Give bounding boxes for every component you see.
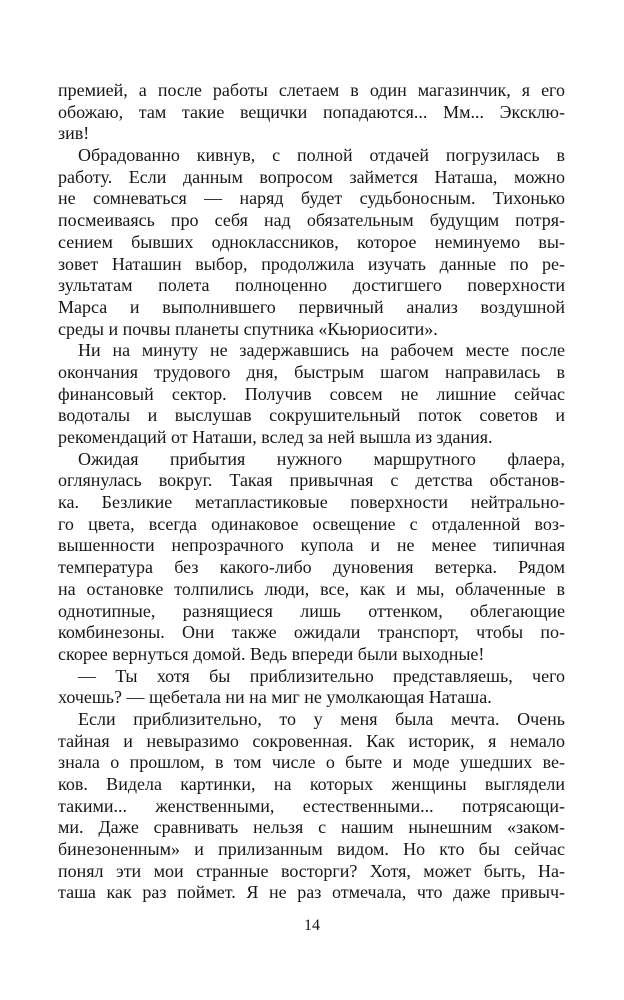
text-line: Марса и выполнившего первичный анализ воздушной — [58, 296, 565, 317]
text-line: бинезоненным» и прилизанным видом. Но кто бы сейчас — [58, 839, 565, 860]
text-line: премией, а после работы слетаем в один магазинчик, я его — [58, 80, 565, 100]
text-line: на остановке толпились люди, все, как и мы, облаченные в — [58, 578, 565, 599]
text-line: финансовый сектор. Получив совсем не лишние сейчас — [58, 383, 565, 404]
text-line: Ожидая прибытия нужного маршрутного флаера, — [78, 448, 565, 469]
text-line: посмеиваясь про себя над обязательным будущим потря- — [58, 210, 565, 231]
page-number: 14 — [304, 917, 320, 934]
text-line: зовет Наташин выбор, продолжила изучать данные по ре- — [58, 253, 565, 274]
text-line: ка. Безликие метапластиковые поверхности нейтрально- — [58, 492, 565, 513]
text-line: зив! — [58, 123, 90, 144]
text-line: ков. Видела картинки, на которых женщины выглядели — [58, 774, 565, 794]
text-line: Обрадованно кивнув, с полной отдачей погрузилась в — [78, 145, 565, 166]
text-line: Если приблизительно, то у меня была мечта. Очень — [78, 708, 565, 729]
text-line: окончания трудового дня, быстрым шагом направилась в — [58, 361, 565, 382]
text-line: комбинезоны. Они также ожидали транспорт, чтобы по- — [58, 622, 565, 643]
text-line: — Ты хотя бы приблизительно представляешь, чего — [78, 665, 565, 686]
text-line: таша как раз поймет. Я не раз отмечала, что даже привыч- — [58, 882, 565, 903]
text-line: не сомневаться — наряд будет судьбоносным. Тихонько — [58, 188, 565, 209]
text-line: скорее вернуться домой. Ведь впереди были выходные! — [58, 643, 485, 664]
text-line: среды и почвы планеты спутника «Кьюриосити». — [58, 318, 438, 339]
text-line: рекомендаций от Наташи, вслед за ней вышла из здания. — [58, 427, 493, 447]
text-block — [58, 80, 565, 904]
text-line: знала о прошлом, в том числе о быте и моде ушедших ве- — [58, 752, 565, 773]
text-line: ми. Даже сравнивать нельзя с нашим нынешним «заком- — [58, 817, 565, 838]
text-line: температура без какого-либо дуновения ветерка. Рядом — [58, 557, 565, 578]
text-line: оглянулась вокруг. Такая привычная с детства обстанов- — [58, 470, 565, 491]
text-line: работу. Если данным вопросом займется Наташа, можно — [58, 166, 565, 187]
text-line: обожаю, там такие вещички попадаются... Мм... Эксклю- — [58, 101, 565, 122]
text-line: хочешь? — щебетала ни на миг не умолкающая Наташа. — [58, 687, 492, 708]
text-line: такими... женственными, естественными... потрясающи- — [58, 795, 565, 816]
text-line: тайная и невыразимо сокровенная. Как историк, я немало — [58, 730, 565, 751]
text-line: понял эти мои странные восторги? Хотя, может быть, На- — [58, 860, 565, 881]
text-line: Ни на минуту не задержавшись на рабочем месте после — [78, 340, 565, 361]
text-line: водоталы и выслушав сокрушительный поток советов и — [58, 405, 565, 426]
text-line: го цвета, всегда одинаковое освещение с отдаленной воз- — [58, 513, 565, 534]
text-line: зультатам полета полноценно достигшего поверхности — [58, 275, 565, 296]
text-line: сением бывших одноклассников, которое неминуемо вы- — [58, 231, 565, 252]
text-line: однотипные, разнящиеся лишь оттенком, облегающие — [58, 600, 565, 621]
text-line: вышенности непрозрачного купола и не менее типичная — [58, 535, 565, 556]
